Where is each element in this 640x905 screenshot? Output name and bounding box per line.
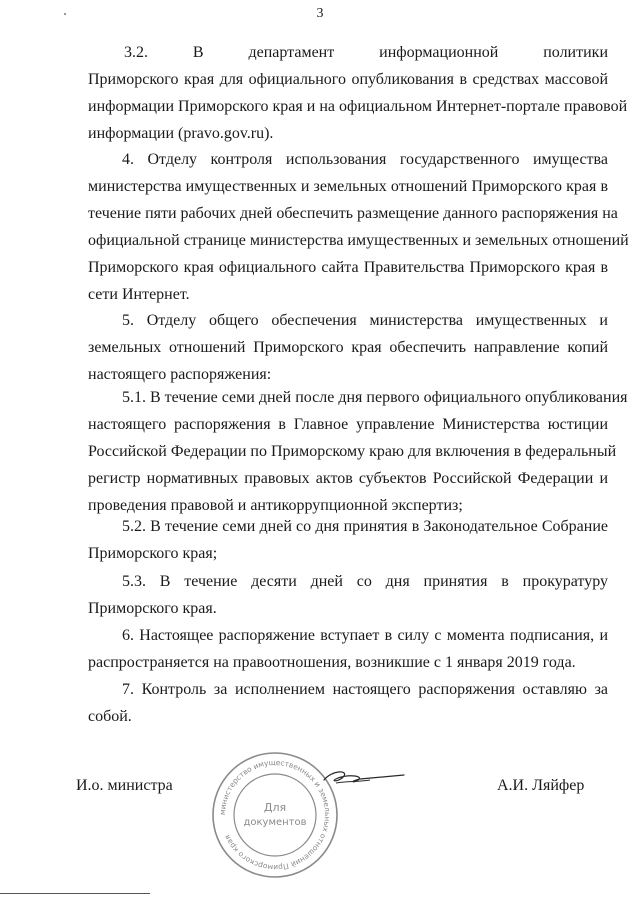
paragraph-7 [88, 676, 608, 730]
text-line: 7. Контроль за исполнением настоящего распоряжения оставляю за [122, 681, 608, 698]
text-line: Приморского края; [88, 545, 218, 562]
text-line: Российской Федерации по Приморскому краю для включения в федеральный [88, 443, 617, 460]
text-line: регистр нормативных правовых актов субъектов Российской Федерации и [88, 470, 608, 487]
text-line: 5. Отделу общего обеспечения министерства имущественных и [122, 312, 608, 329]
paragraph-5 [88, 307, 608, 388]
text-line: официальной странице министерства имущественных и земельных отношений [88, 232, 629, 249]
paragraph-5-2 [88, 513, 608, 567]
text-line: 5.1. В течение семи дней после дня первого официального опубликования [122, 389, 628, 406]
text-line: течение пяти рабочих дней обеспечить размещение данного распоряжения на [88, 205, 618, 222]
text-line: собой. [88, 708, 132, 725]
text-line: настоящего распоряжения: [88, 366, 272, 383]
stamp-center-line-2: документов [243, 817, 307, 828]
text-line: 3.2. В департамент информационной политики [124, 44, 608, 61]
text-line: Приморского края. [88, 600, 217, 617]
text-line: информации Приморского края и на официальном Интернет-портале правовой [88, 98, 628, 115]
paragraph-5-1 [88, 384, 628, 519]
text-line: Приморского края официального сайта Правительства Приморского края в [88, 259, 608, 276]
text-line: земельных отношений Приморского края обеспечить направление копий [88, 339, 608, 356]
stamp-center-line-1: Для [263, 801, 287, 814]
stamp-ring-text: министерство имущественных и земельных отношений Приморского края [217, 757, 333, 873]
signatory-name: А.И. Ляйфер [497, 777, 585, 794]
text-line: 5.3. В течение десяти дней со дня принятия в прокуратуру [122, 573, 608, 590]
paragraph-5-3 [88, 568, 608, 622]
paragraph-3-2 [88, 39, 628, 147]
footer-rule [0, 893, 150, 894]
text-line: проведения правовой и антикоррупционной экспертиз; [88, 497, 463, 514]
text-line: 5.2. В течение семи дней со дня принятия в Законодательное Собрание [122, 518, 608, 535]
paragraph-6 [88, 622, 608, 676]
text-line: информации (pravo.gov.ru). [88, 125, 274, 142]
text-line: сети Интернет. [88, 286, 190, 303]
handwritten-signature [318, 766, 408, 788]
paragraph-4 [88, 146, 629, 308]
text-line: 6. Настоящее распоряжение вступает в силу с момента подписания, и [122, 627, 608, 644]
text-line: настоящего распоряжения в Главное управление Министерства юстиции [88, 416, 608, 433]
text-line: Приморского края для официального опубликования в средствах массовой [88, 71, 608, 88]
text-line: 4. Отделу контроля использования государственного имущества [122, 151, 608, 168]
text-line: министерства имущественных и земельных отношений Приморского края в [88, 178, 608, 195]
position-title: И.о. министра [76, 777, 173, 794]
text-line: распространяется на правоотношения, возникшие с 1 января 2019 года. [88, 654, 576, 671]
page-number: 3 [316, 6, 324, 21]
